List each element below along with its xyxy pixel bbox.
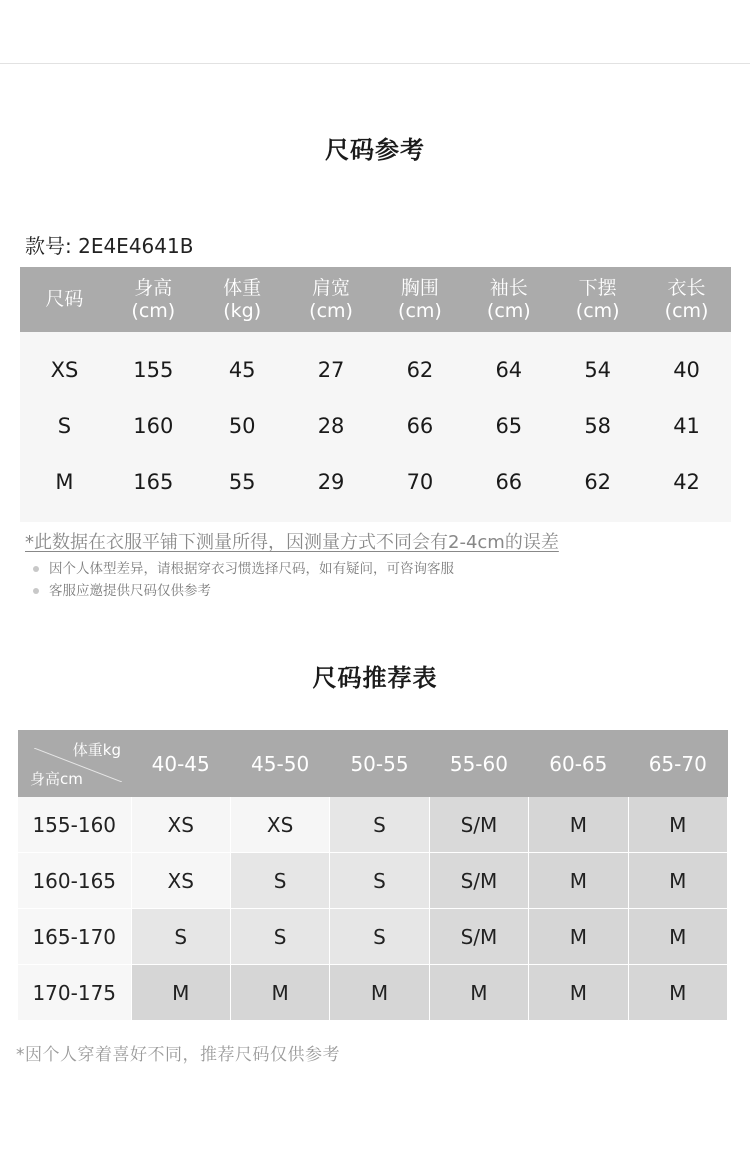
table-row [18,909,728,965]
table-cell: 29 [287,454,376,522]
recommended-size-cell: S/M [429,797,528,853]
recommended-size-cell: M [628,909,727,965]
recommended-size-cell: S [330,853,429,909]
column-header-name: 身高 [134,276,173,299]
size-reference-table [20,267,731,522]
recommended-size-cell: M [230,965,329,1021]
recommended-size-cell: S [230,853,329,909]
column-header [20,267,109,332]
table-cell: 27 [287,332,376,398]
column-header-name: 袖长 [489,276,528,299]
rec-table-header-row [18,730,728,797]
table-row [18,965,728,1021]
column-header [642,267,731,332]
column-header [376,267,465,332]
top-divider [0,63,750,64]
column-header [198,267,287,332]
recommended-size-cell: XS [131,853,230,909]
weight-range-header: 40-45 [131,730,230,797]
note-text: 客服应邀提供尺码仅供参考 [49,583,211,599]
recommended-size-cell: M [330,965,429,1021]
recommended-size-cell: S [131,909,230,965]
recommendation-note: *因个人穿着喜好不同，推荐尺码仅供参考 [16,1045,340,1065]
column-header [287,267,376,332]
table-cell: 41 [642,398,731,454]
table-cell: 65 [464,398,553,454]
table-cell: 155 [109,332,198,398]
column-header-name: 体重 [223,276,262,299]
bullet-dot-icon [33,588,39,594]
recommended-size-cell: M [628,853,727,909]
column-header-unit: (cm) [398,299,442,322]
table-cell: XS [20,332,109,398]
recommended-size-cell: M [529,853,628,909]
size-recommendation-table [18,730,728,1021]
size-table-header-row [20,267,731,332]
table-cell: 40 [642,332,731,398]
note-item [33,580,454,602]
note-item [33,558,454,580]
table-cell: 62 [553,454,642,522]
note-text: 因个人体型差异，请根据穿衣习惯选择尺码，如有疑问，可咨询客服 [49,561,454,577]
table-cell: S [20,398,109,454]
recommended-size-cell: S [230,909,329,965]
table-cell: M [20,454,109,522]
table-cell: 66 [376,398,465,454]
weight-range-header: 45-50 [230,730,329,797]
column-header-name: 下摆 [578,276,617,299]
corner-weight-label: 体重kg [72,741,121,759]
weight-range-header: 55-60 [429,730,528,797]
corner-height-label: 身高cm [30,770,83,788]
table-cell: 54 [553,332,642,398]
table-row [20,454,731,522]
recommended-size-cell: M [628,965,727,1021]
measurement-note: *此数据在衣服平铺下测量所得，因测量方式不同会有2-4cm的误差 [25,532,559,553]
recommended-size-cell: M [429,965,528,1021]
table-cell: 28 [287,398,376,454]
table-cell: 55 [198,454,287,522]
recommended-size-cell: M [529,909,628,965]
column-header-unit: (kg) [223,299,262,322]
bullet-dot-icon [33,566,39,572]
column-header-unit: (cm) [664,299,709,322]
table-cell: 160 [109,398,198,454]
height-range-cell: 160-165 [18,853,131,909]
table-cell: 45 [198,332,287,398]
table-row [18,853,728,909]
column-header [464,267,553,332]
table-row [20,332,731,398]
height-range-cell: 170-175 [18,965,131,1021]
height-range-cell: 165-170 [18,909,131,965]
recommended-size-cell: M [529,965,628,1021]
table-cell: 66 [464,454,553,522]
recommended-size-cell: S [330,797,429,853]
recommended-size-cell: M [628,797,727,853]
column-header-name: 衣长 [667,276,706,299]
recommended-size-cell: XS [230,797,329,853]
recommended-size-cell: M [131,965,230,1021]
column-header [109,267,198,332]
table-cell: 62 [376,332,465,398]
table-cell: 50 [198,398,287,454]
weight-range-header: 65-70 [628,730,727,797]
column-header-unit: (cm) [575,299,620,322]
recommended-size-cell: S/M [429,909,528,965]
table-cell: 58 [553,398,642,454]
table-cell: 42 [642,454,731,522]
weight-range-header: 60-65 [529,730,628,797]
table-cell: 70 [376,454,465,522]
corner-header-cell [18,730,131,797]
height-range-cell: 155-160 [18,797,131,853]
column-header-name: 胸围 [400,276,439,299]
table-row [20,398,731,454]
recommendation-title: 尺码推荐表 [312,664,438,692]
style-number: 款号: 2E4E4641B [25,234,194,258]
table-cell: 64 [464,332,553,398]
column-header-unit: (cm) [131,299,176,322]
column-header-unit: (cm) [486,299,531,322]
size-reference-title: 尺码参考 [325,136,425,164]
recommended-size-cell: XS [131,797,230,853]
recommended-size-cell: M [529,797,628,853]
table-row [18,797,728,853]
column-header-name: 肩宽 [312,276,351,299]
recommended-size-cell: S/M [429,853,528,909]
recommended-size-cell: S [330,909,429,965]
column-header [553,267,642,332]
notes-list [33,558,454,602]
table-cell: 165 [109,454,198,522]
column-header-unit: (cm) [309,299,353,322]
weight-range-header: 50-55 [330,730,429,797]
column-header-name: 尺码 [45,288,84,310]
